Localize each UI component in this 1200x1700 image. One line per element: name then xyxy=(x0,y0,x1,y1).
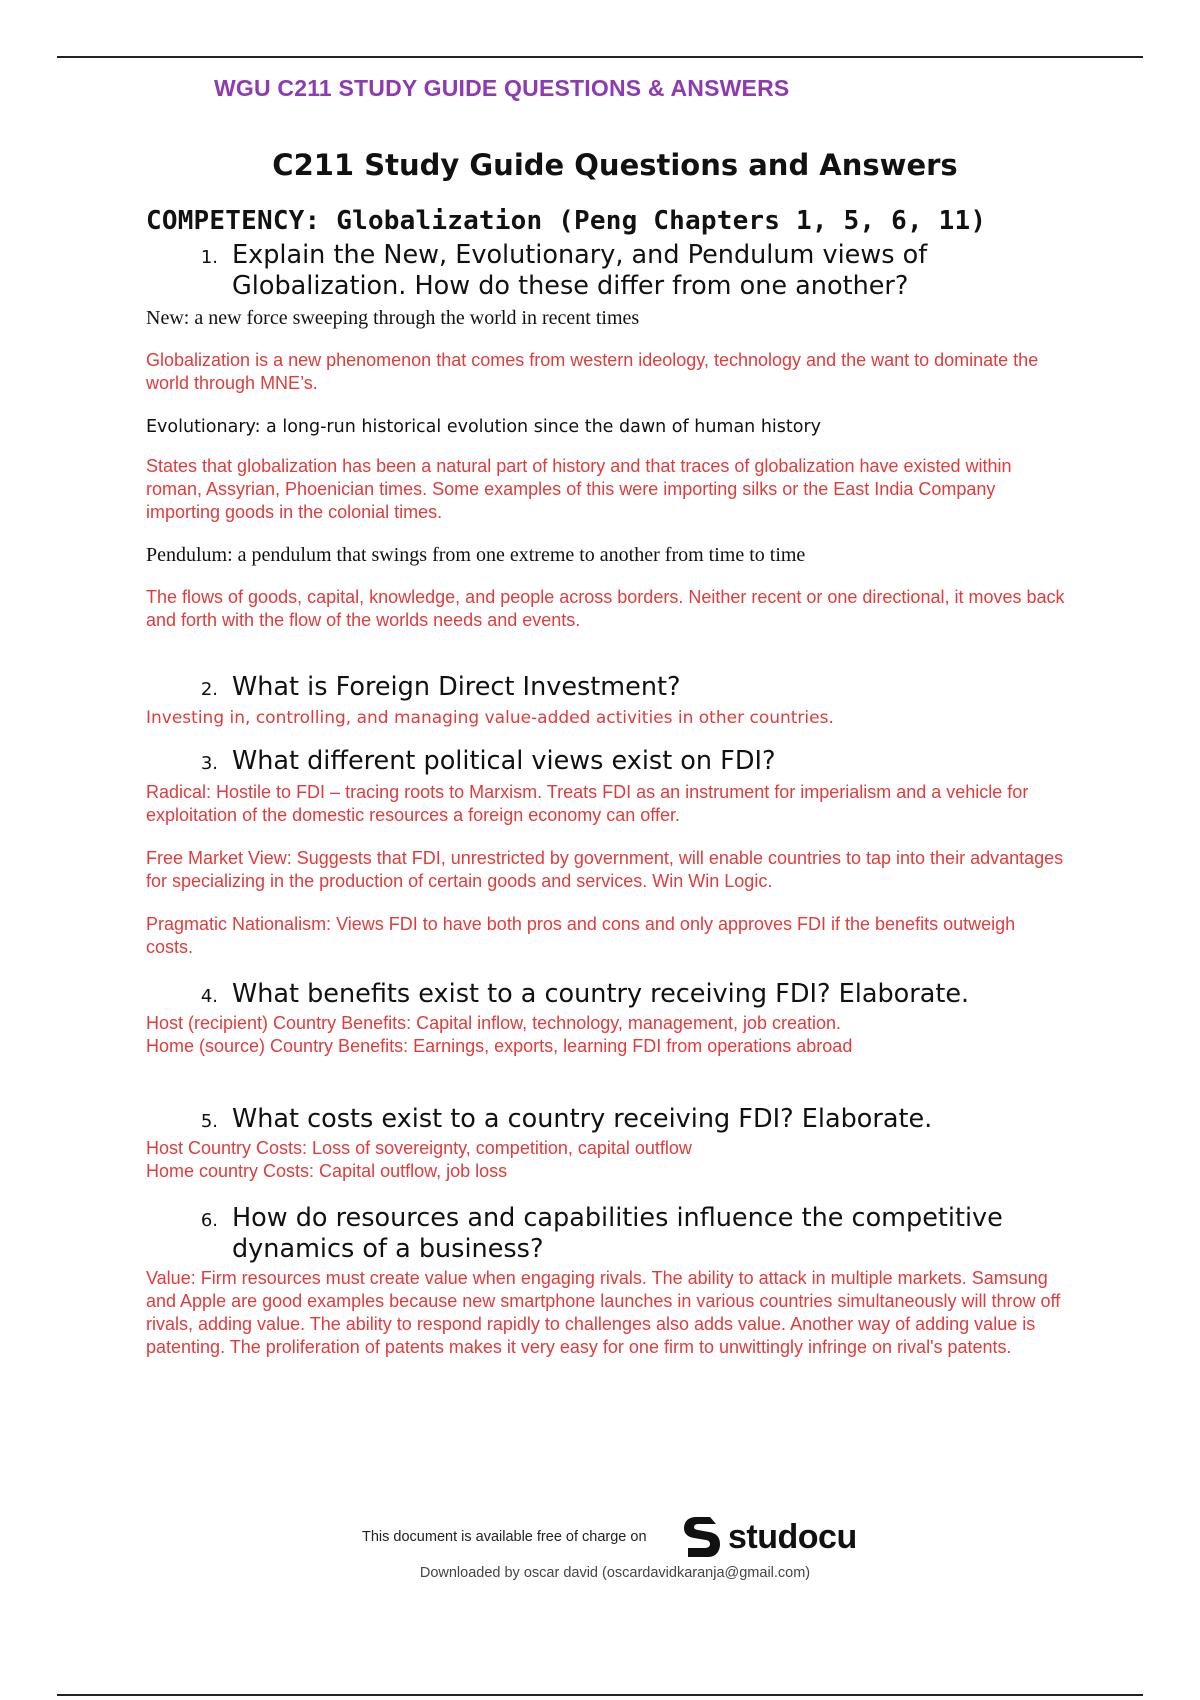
question-4 xyxy=(146,979,1066,1012)
host-benefits-answer: Host (recipient) Country Benefits: Capital inflow, technology, management, job creation. xyxy=(146,1013,842,1033)
question-text: Explain the New, Evolutionary, and Pendulum views of Globalization. How do these differ from one another? xyxy=(232,240,928,301)
pragmatic-nationalism-answer: Pragmatic Nationalism: Views FDI to have both pros and cons and only approves FDI if the benefits outweigh costs. xyxy=(146,914,1016,957)
question-text: What costs exist to a country receiving FDI? Elaborate. xyxy=(232,1104,933,1134)
question-1 xyxy=(146,240,1066,302)
question-text: What different political views exist on FDI? xyxy=(232,746,776,776)
question-number: 4. xyxy=(200,986,218,1007)
question-text: What is Foreign Direct Investment? xyxy=(232,672,681,702)
home-costs-answer: Home country Costs: Capital outflow, job loss xyxy=(146,1161,508,1181)
view-new-answer: Globalization is a new phenomenon that comes from western ideology, technology and the want to dominate the world through MNE’s. xyxy=(146,350,1039,393)
bottom-rule xyxy=(57,1694,1143,1696)
view-evolutionary-answer: States that globalization has been a natural part of history and that traces of globalization have existed within roman, Assyrian, Phoenician times. Some examples of this were importing silks or the East India Company importing goods in the colonial times. xyxy=(146,456,1012,522)
question-3 xyxy=(146,746,1066,779)
question-2 xyxy=(146,672,1066,705)
view-evolutionary-definition: Evolutionary: a long-run historical evolution since the dawn of human history xyxy=(146,417,822,437)
page-header: WGU C211 STUDY GUIDE QUESTIONS & ANSWERS xyxy=(214,75,790,101)
question-number: 6. xyxy=(200,1210,218,1231)
question-text: What benefits exist to a country receiving FDI? Elaborate. xyxy=(232,979,970,1009)
view-pendulum-answer: The flows of goods, capital, knowledge, and people across borders. Neither recent or one directional, it moves back and forth with the flow of the worlds needs and events. xyxy=(146,587,1065,630)
competency-heading: COMPETENCY: Globalization (Peng Chapters 1, 5, 6, 11) xyxy=(146,206,987,236)
downloaded-by: Downloaded by oscar david (oscardavidkaranja@gmail.com) xyxy=(419,1565,811,1581)
question-number: 3. xyxy=(200,753,218,774)
free-market-view-answer: Free Market View: Suggests that FDI, unrestricted by government, will enable countries to tap into their advantages for specializing in the production of certain goods and services. Win Win Logic. xyxy=(146,848,1064,891)
question-number: 5. xyxy=(200,1111,218,1132)
question-6 xyxy=(146,1203,1066,1265)
studocu-logo[interactable] xyxy=(680,1513,857,1561)
availability-notice: This document is available free of charge on xyxy=(362,1529,647,1545)
question-5 xyxy=(146,1104,1066,1137)
question-number: 1. xyxy=(200,247,218,268)
radical-view-answer: Radical: Hostile to FDI – tracing roots to Marxism. Treats FDI as an instrument for imperialism and a vehicle for exploitation of the domestic resources a foreign economy can offer. xyxy=(146,782,1029,825)
document-title: C211 Study Guide Questions and Answers xyxy=(272,148,958,182)
home-benefits-answer: Home (source) Country Benefits: Earnings, exports, learning FDI from operations abroad xyxy=(146,1036,853,1056)
question-number: 2. xyxy=(200,679,218,700)
host-costs-answer: Host Country Costs: Loss of sovereignty, competition, capital outflow xyxy=(146,1138,692,1158)
view-new-definition: New: a new force sweeping through the world in recent times xyxy=(146,307,640,329)
fdi-definition-answer: Investing in, controlling, and managing value-added activities in other countries. xyxy=(146,708,834,728)
resources-capabilities-answer: Value: Firm resources must create value when engaging rivals. The ability to attack in multiple markets. Samsung and Apple are good examples because new smartphone launches in various countries simultaneously will throw off rivals, adding value. The ability to respond rapidly to challenges also adds value. Another way of adding value is patenting. The proliferation of patents makes it very easy for one firm to unwittingly infringe on rival's patents. xyxy=(146,1268,1061,1357)
view-pendulum-definition: Pendulum: a pendulum that swings from one extreme to another from time to time xyxy=(146,544,806,566)
studocu-s-icon xyxy=(680,1513,724,1561)
question-text: How do resources and capabilities influence the competitive dynamics of a business? xyxy=(232,1203,1003,1264)
top-rule xyxy=(57,56,1143,58)
document-body xyxy=(146,206,1066,1359)
studocu-wordmark: studocu xyxy=(728,1517,857,1556)
